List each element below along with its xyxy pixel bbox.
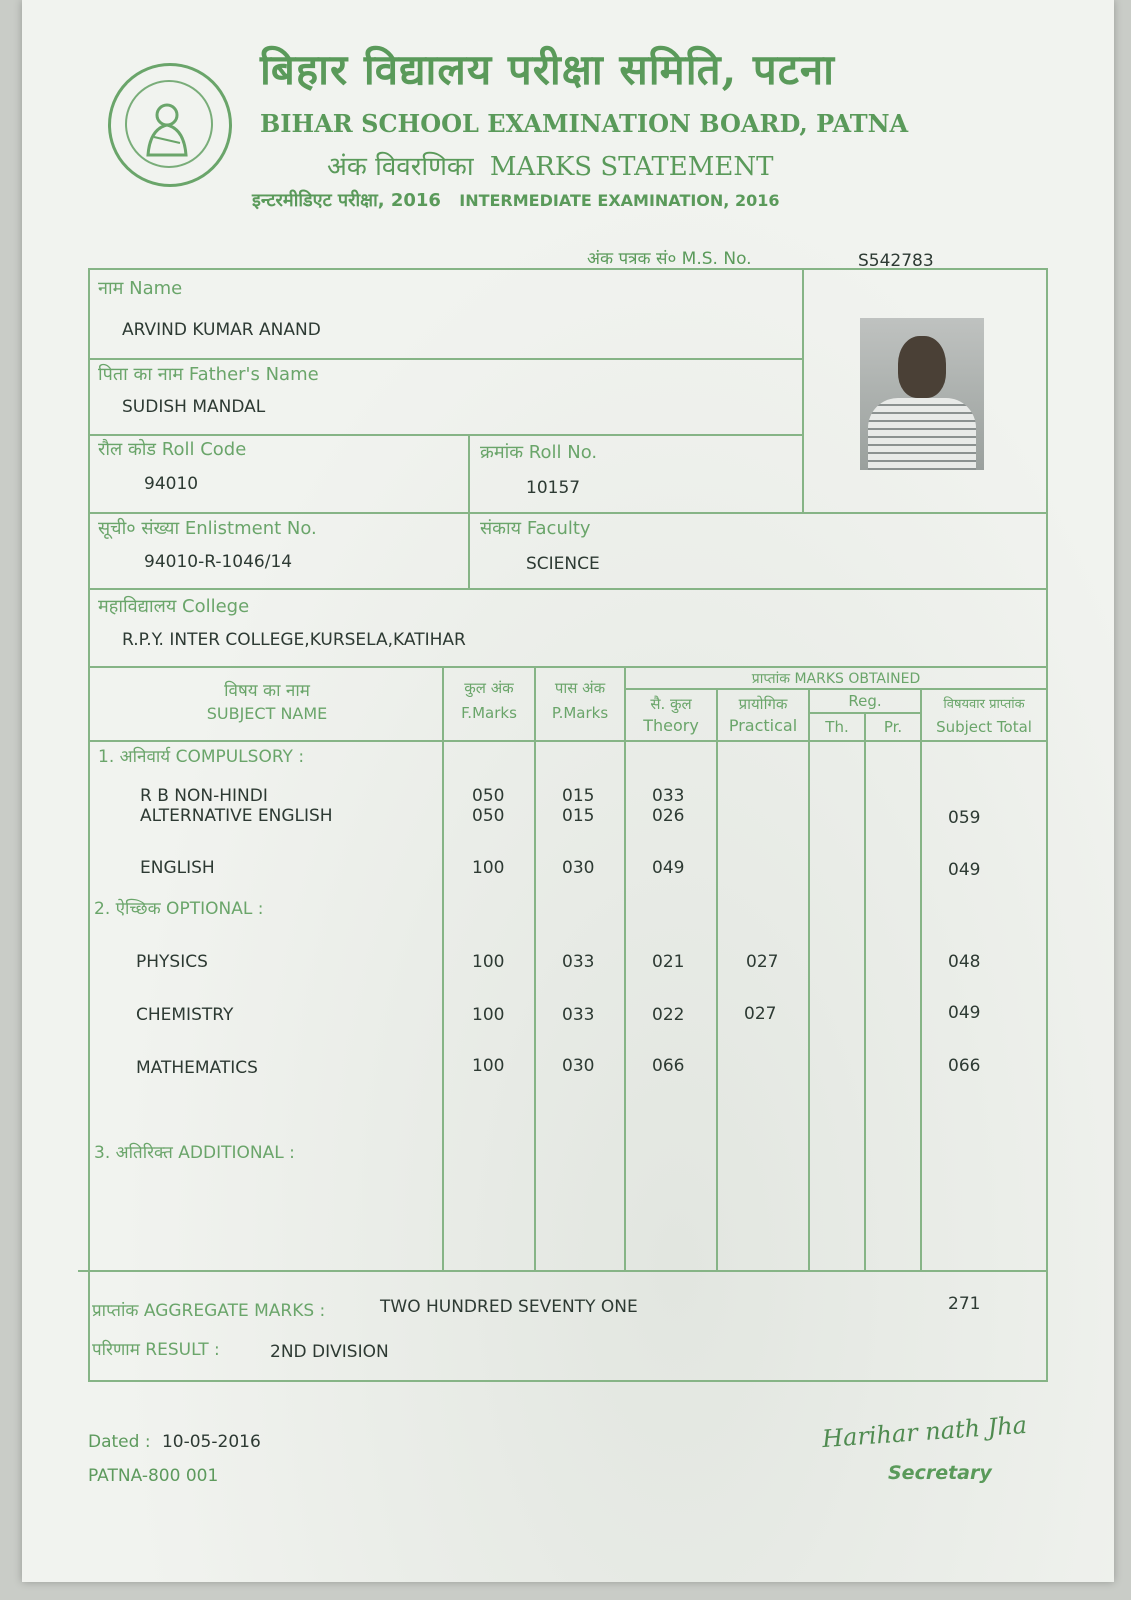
- fmarks-value: 100: [472, 1005, 505, 1025]
- subject-name: PHYSICS: [136, 952, 208, 972]
- statement-title-hindi: अंक विवरणिका: [327, 152, 474, 182]
- faculty: SCIENCE: [526, 554, 600, 574]
- board-title-english: BIHAR SCHOOL EXAMINATION BOARD, PATNA: [260, 109, 909, 138]
- fmarks-value: 050: [472, 786, 505, 806]
- pmarks-value: 015: [562, 806, 595, 826]
- pmarks-value: 033: [562, 952, 595, 972]
- subject-name: CHEMISTRY: [136, 1005, 234, 1025]
- secretary-signature: Harihar nath Jha: [821, 1410, 1028, 1454]
- secretary-title: Secretary: [888, 1462, 992, 1484]
- subject-total: 049: [948, 860, 981, 880]
- section-compulsory: 1. अनिवार्य COMPULSORY :: [98, 747, 305, 767]
- fmarks-value: 100: [472, 952, 505, 972]
- result-value: 2ND DIVISION: [270, 1342, 389, 1362]
- college-label: महाविद्यालय College: [98, 596, 250, 617]
- theory-header: Theory: [643, 716, 699, 735]
- section-optional: 2. ऐच्छिक OPTIONAL :: [94, 899, 264, 919]
- subject-header-hindi: विषय का नाम: [224, 681, 310, 701]
- college: R.P.Y. INTER COLLEGE,KURSELA,KATIHAR: [122, 630, 466, 650]
- subject-name: ENGLISH: [140, 858, 215, 878]
- practical-header-hindi: प्रायोगिक: [738, 695, 788, 713]
- theory-value: 033: [652, 786, 685, 806]
- enlistment-label: सूची० संख्या Enlistment No.: [98, 518, 317, 539]
- subject-total: 049: [948, 1003, 981, 1023]
- ms-no-value: S542783: [858, 251, 934, 271]
- subject-header: SUBJECT NAME: [206, 704, 328, 723]
- reg-pr-header: Pr.: [883, 718, 903, 736]
- practical-value: 027: [746, 952, 779, 972]
- theory-value: 022: [652, 1005, 685, 1025]
- aggregate-words: TWO HUNDRED SEVENTY ONE: [380, 1297, 638, 1317]
- roll-no: 10157: [526, 478, 581, 498]
- statement-title-english: MARKS STATEMENT: [489, 152, 774, 182]
- pmarks-header: P.Marks: [551, 704, 609, 722]
- subject-name: R B NON-HINDI: [140, 786, 268, 806]
- father-name-label: पिता का नाम Father's Name: [98, 364, 319, 385]
- subject-total: 066: [948, 1056, 981, 1076]
- theory-value: 066: [652, 1056, 685, 1076]
- dated-value: 10-05-2016: [161, 1432, 261, 1452]
- exam-title-hindi: इन्टरमीडिएट परीक्षा, 2016: [252, 190, 441, 211]
- practical-value: 027: [744, 1004, 777, 1024]
- result-label: परिणाम RESULT :: [92, 1340, 220, 1360]
- roll-code: 94010: [144, 474, 199, 494]
- theory-value: 049: [652, 858, 685, 878]
- student-photo: [860, 318, 984, 470]
- aggregate-label: प्राप्तांक AGGREGATE MARKS :: [92, 1301, 326, 1321]
- reg-th-header: Th.: [825, 718, 849, 736]
- total-header: Subject Total: [936, 718, 1032, 736]
- pmarks-header-hindi: पास अंक: [554, 679, 606, 697]
- place: PATNA-800 001: [88, 1466, 219, 1486]
- theory-value: 026: [652, 806, 685, 826]
- aggregate-total: 271: [948, 1294, 981, 1314]
- pmarks-value: 030: [562, 858, 595, 878]
- reg-header: Reg.: [848, 692, 882, 710]
- fmarks-value: 100: [472, 1056, 505, 1076]
- fmarks-header-hindi: कुल अंक: [464, 679, 514, 697]
- roll-no-label: क्रमांक Roll No.: [480, 442, 598, 463]
- marks-statement-sheet: [22, 0, 1114, 1582]
- marks-obtained-header: प्राप्तांक MARKS OBTAINED: [751, 671, 921, 687]
- total-header-hindi: विषयवार प्राप्तांक: [943, 697, 1025, 712]
- exam-title: [252, 188, 779, 212]
- statement-title: [327, 147, 773, 183]
- student-name: ARVIND KUMAR ANAND: [122, 320, 321, 340]
- dated-label: Dated :: [88, 1432, 151, 1452]
- name-label: नाम Name: [98, 278, 183, 299]
- ms-no-label: अंक पत्रक सं० M.S. No.: [587, 249, 752, 269]
- section-additional: 3. अतिरिक्त ADDITIONAL :: [94, 1143, 295, 1163]
- pmarks-value: 015: [562, 786, 595, 806]
- enlistment-no: 94010-R-1046/14: [144, 552, 293, 572]
- father-name: SUDISH MANDAL: [122, 397, 266, 417]
- board-seal-icon: [108, 63, 232, 187]
- exam-title-english: INTERMEDIATE EXAMINATION, 2016: [459, 191, 780, 210]
- fmarks-value: 050: [472, 806, 505, 826]
- pmarks-value: 033: [562, 1005, 595, 1025]
- practical-header: Practical: [728, 716, 798, 735]
- subject-name: MATHEMATICS: [136, 1058, 258, 1078]
- board-title-hindi: बिहार विद्यालय परीक्षा समिति, पटना: [260, 45, 836, 94]
- dated: [88, 1432, 261, 1452]
- fmarks-header: F.Marks: [461, 704, 517, 722]
- pmarks-value: 030: [562, 1056, 595, 1076]
- theory-value: 021: [652, 952, 685, 972]
- roll-code-label: रौल कोड Roll Code: [98, 439, 247, 460]
- subject-name: ALTERNATIVE ENGLISH: [140, 806, 333, 826]
- faculty-label: संकाय Faculty: [480, 518, 591, 539]
- subject-total: 048: [948, 952, 981, 972]
- subject-total: 059: [948, 808, 981, 828]
- theory-header-hindi: सै. कुल: [650, 695, 692, 713]
- fmarks-value: 100: [472, 858, 505, 878]
